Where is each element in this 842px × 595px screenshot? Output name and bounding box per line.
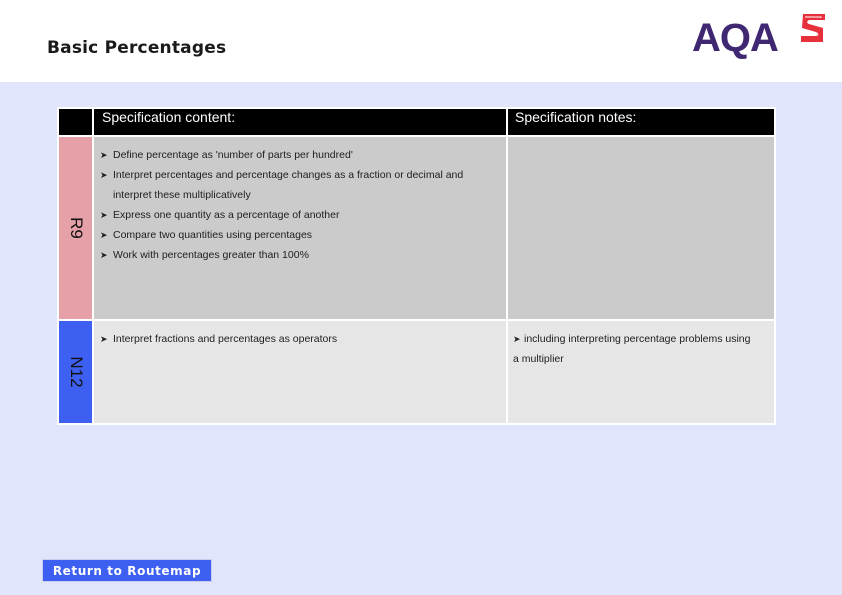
header-content: Specification content:: [93, 108, 507, 136]
content-item: ➤ Interpret percentages and percentage changes as a fraction or decimal and interpret these multiplicatively: [100, 165, 506, 205]
row-content: [93, 320, 507, 424]
content-item: ➤ Work with percentages greater than 100%: [100, 245, 506, 265]
content-item: ➤ Express one quantity as a percentage of another: [100, 205, 506, 225]
return-to-routemap-button[interactable]: Return to Routemap: [42, 559, 212, 582]
arrow-bullet-icon: ➤: [100, 334, 108, 344]
note-item: a multiplier: [513, 353, 564, 365]
row-code-n12: [58, 320, 93, 424]
content-item-continuation: interpret these multiplicatively: [113, 189, 251, 201]
table-row: [58, 136, 775, 320]
arrow-bullet-icon: ➤: [100, 250, 108, 260]
table-header-row: [58, 108, 775, 136]
row-content: [93, 136, 507, 320]
content-item: ➤ Define percentage as 'number of parts per hundred': [100, 145, 506, 165]
content-item: ➤ Interpret fractions and percentages as operators: [100, 329, 506, 349]
aqa-logo-mark-icon: [797, 12, 827, 44]
row-notes: [507, 136, 775, 320]
code-label: R9: [66, 217, 86, 239]
row-notes: [507, 320, 775, 424]
page-header: [0, 0, 842, 82]
page-title: Basic Percentages: [47, 38, 227, 58]
aqa-logo: [692, 12, 828, 60]
table-row: [58, 320, 775, 424]
arrow-bullet-icon: ➤: [513, 334, 521, 344]
aqa-logo-text: AQA: [692, 16, 778, 60]
content-item: ➤ Compare two quantities using percentages: [100, 225, 506, 245]
note-item: ➤ including interpreting percentage problems using: [513, 329, 774, 349]
header-notes: Specification notes:: [507, 108, 775, 136]
arrow-bullet-icon: ➤: [100, 230, 108, 240]
specification-table: [57, 107, 776, 425]
row-code-r9: [58, 136, 93, 320]
header-code-cell: [58, 108, 93, 136]
arrow-bullet-icon: ➤: [100, 210, 108, 220]
arrow-bullet-icon: ➤: [100, 170, 108, 180]
arrow-bullet-icon: ➤: [100, 150, 108, 160]
code-label: N12: [66, 356, 86, 388]
